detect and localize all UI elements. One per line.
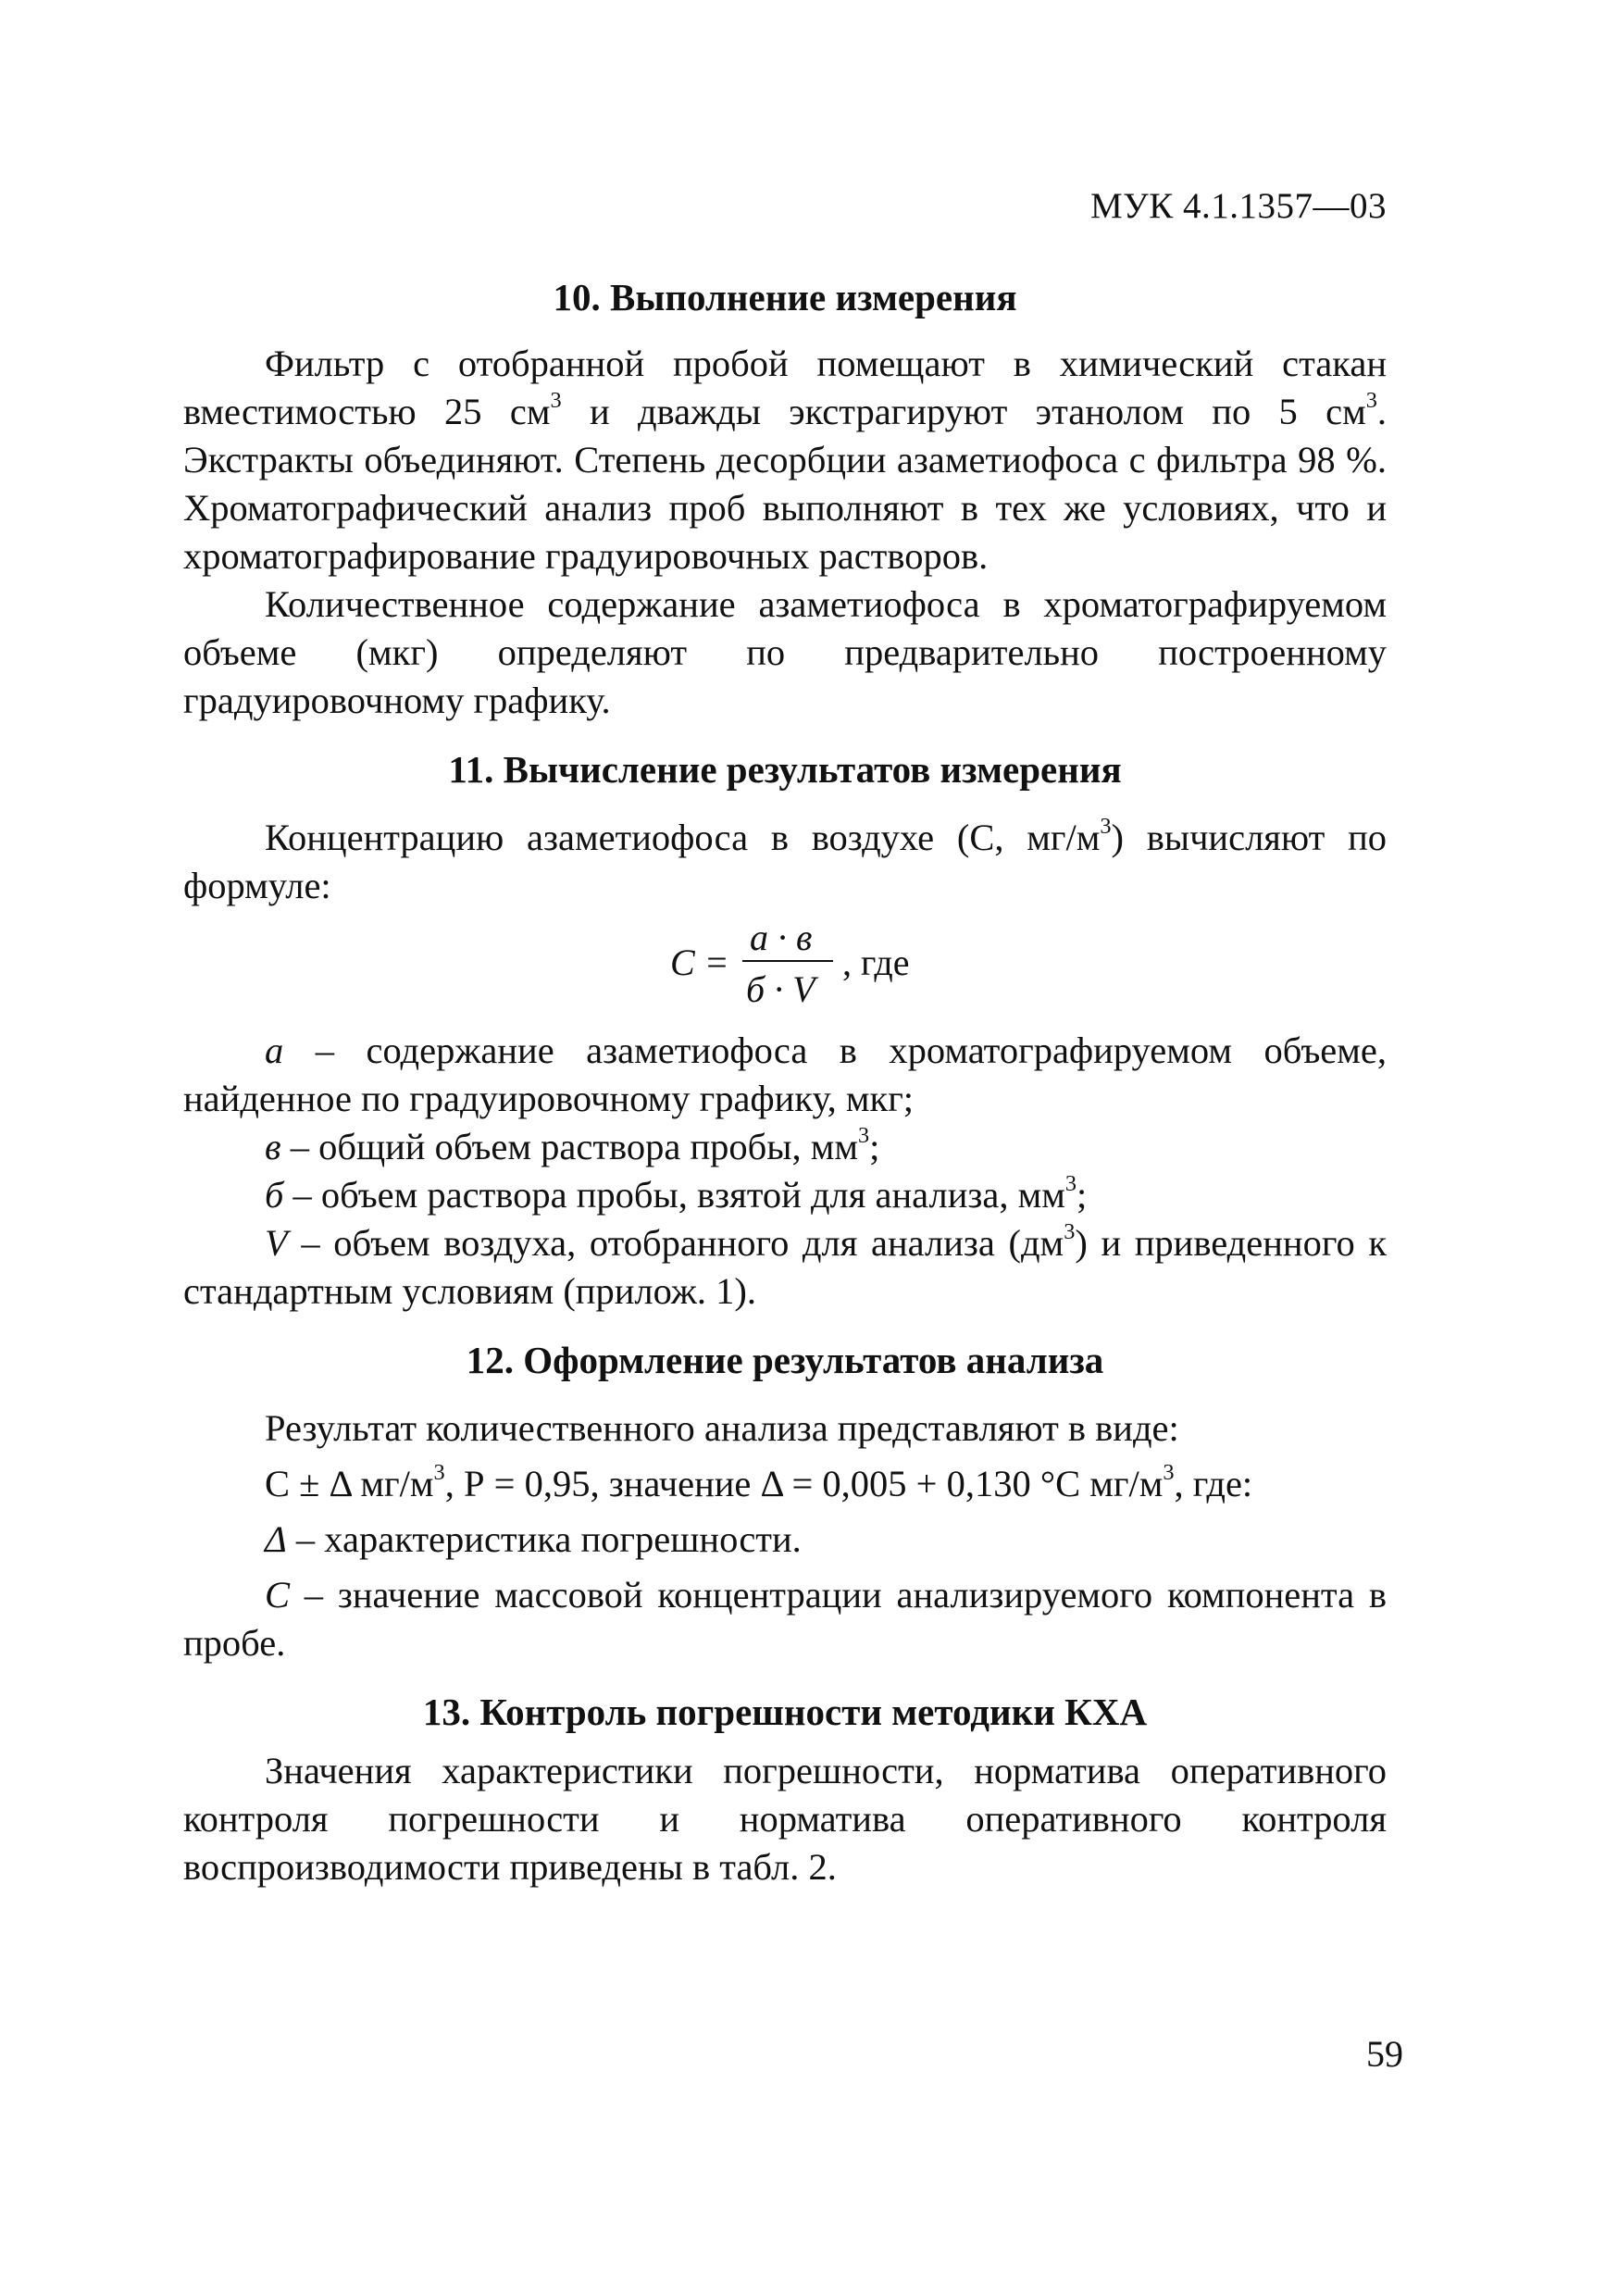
section-13-heading: 13. Контроль погрешности методики КХА	[422, 1691, 1148, 1733]
section-10-paragraph-1: Фильтр с отобранной пробой помещают в химический стакан вместимостью 25 $см^3$ и дважды экстрагируют этанолом по 5 $см^3$. Экстракты объединяют. Степень десорбции азаметиофоса с фильтра 98 %. Хроматографический анализ проб выполняют в тех же условиях, что и хроматографирование градуировочных растворов.	[183, 343, 1387, 577]
section-13-paragraph-1: Значения характеристики погрешности, норматива оперативного контроля погрешности и норматива оперативного контроля воспроизводимости приведены в табл. 2.	[183, 1750, 1387, 1888]
formula-where: , где	[842, 942, 910, 983]
document-body	[183, 273, 1387, 1891]
formula-fraction-bar	[742, 960, 833, 962]
section-10-heading: 10. Выполнение измерения	[553, 276, 1017, 318]
section-12-heading: 12. Оформление результатов анализа	[466, 1339, 1104, 1381]
definition-a: а – содержание азаметиофоса в хроматографируемом объеме, найденное по градуировочному графику, мкг;	[183, 1029, 1387, 1119]
concentration-formula	[183, 914, 1387, 1017]
page-number: 59	[1366, 2033, 1403, 2075]
section-11-heading: 11. Вычисление результатов измерения	[448, 748, 1122, 791]
definition-volume: V – объем воздуха, отобранного для анализа $(дм^3)$ и приведенного к стандартным условиям (прилож. 1).	[183, 1218, 1387, 1312]
section-12-result-expression: С ± Δ $мг/м^3$, Р = 0,95, значение Δ = 0,005 + 0,130 °С $мг/м^3$, где:	[265, 1459, 1253, 1504]
definition-b: б – объем раствора пробы, взятой для анализа, $мм^3$;	[265, 1170, 1088, 1216]
definition-c: С – значение массовой концентрации анализируемого компонента в пробе.	[183, 1574, 1387, 1664]
formula-denominator: б · V	[746, 968, 815, 1010]
definition-delta: Δ – характеристика погрешности.	[265, 1518, 802, 1560]
definition-v: в – общий объем раствора пробы, $мм^3$;	[265, 1122, 880, 1167]
section-10-paragraph-2: Количественное содержание азаметиофоса в хроматографируемом объеме (мкг) определяют по предварительно построенному градуировочному графику.	[183, 583, 1387, 721]
document-code: МУК 4.1.1357—03	[1089, 186, 1387, 226]
formula-lhs: С =	[670, 942, 729, 983]
section-11-paragraph-1: Концентрацию азаметиофоса в воздухе (С, $мг/м^3$) вычисляют по формуле:	[183, 813, 1387, 906]
section-12-paragraph-1: Результат количественного анализа представляют в виде:	[265, 1407, 1179, 1449]
formula-numerator: а · в	[750, 917, 813, 958]
